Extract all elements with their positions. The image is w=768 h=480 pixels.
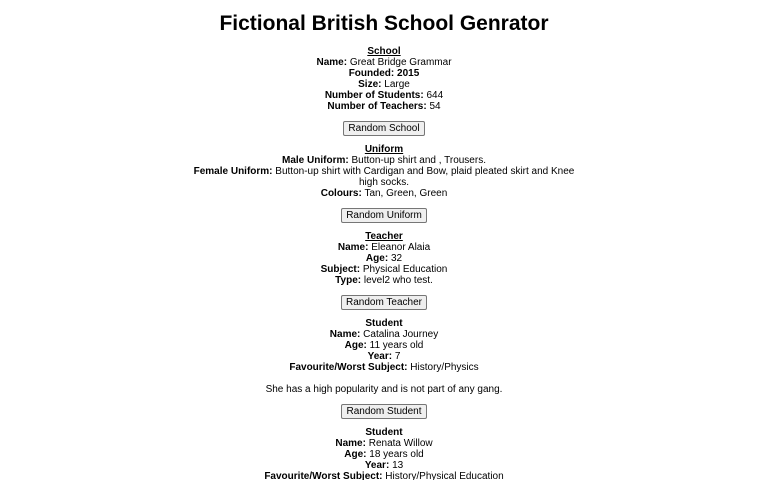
uniform-colours: Tan, Green, Green <box>364 188 448 199</box>
student-subject-2: History/Physical Education <box>385 471 504 480</box>
student-year-1: 7 <box>394 351 401 362</box>
student-subject-label-1: Favourite/Worst Subject: <box>289 362 408 373</box>
school-founded: 2015 <box>397 68 420 79</box>
uniform-section <box>184 144 584 199</box>
teacher-age-label: Age: <box>365 253 389 264</box>
student-year-2: 13 <box>392 460 404 471</box>
student-age-2: 18 years old <box>369 449 424 460</box>
student-subject-row-1 <box>184 362 584 373</box>
student-name-2: Renata Willow <box>368 438 433 449</box>
random-uniform-button[interactable]: Random Uniform <box>341 208 427 223</box>
student-name-label-2: Name: <box>335 438 366 449</box>
school-size: Large <box>384 79 410 90</box>
random-student-button[interactable]: Random Student <box>341 404 426 419</box>
school-students: 644 <box>426 90 444 101</box>
student-age-label-2: Age: <box>344 449 367 460</box>
student-age-row-1 <box>184 340 584 351</box>
teacher-type-label: Type: <box>335 275 362 286</box>
teacher-name-label: Name: <box>337 242 369 253</box>
student-section-2 <box>184 427 584 480</box>
school-size-row <box>184 79 584 90</box>
male-uniform-label: Male Uniform: <box>282 155 349 166</box>
teacher-title: Teacher <box>365 231 403 242</box>
female-uniform: Button-up shirt with Cardigan and Bow, plaid pleated skirt and Knee high socks. <box>275 166 575 188</box>
student-year-label-1: Year: <box>367 351 393 362</box>
school-teachers: 54 <box>429 101 441 112</box>
student-year-label-2: Year: <box>364 460 390 471</box>
student-section-1 <box>184 318 584 395</box>
student-button-wrap <box>0 395 768 427</box>
school-section <box>184 46 584 112</box>
teacher-button-wrap <box>0 286 768 318</box>
student-subject-label-2: Favourite/Worst Subject: <box>264 471 383 480</box>
page-title: Fictional British School Genrator <box>219 12 549 35</box>
uniform-colours-row <box>184 188 584 199</box>
school-teachers-label: Number of Teachers: <box>327 101 427 112</box>
teacher-name: Eleanor Alaia <box>371 242 431 253</box>
female-uniform-row <box>184 166 584 188</box>
random-teacher-button[interactable]: Random Teacher <box>341 295 427 310</box>
student-title-2: Student <box>365 427 403 438</box>
uniform-colours-label: Colours: <box>320 188 362 199</box>
student-name-1: Catalina Journey <box>363 329 439 340</box>
uniform-title: Uniform <box>364 144 404 155</box>
student-subject-row-2 <box>184 471 584 480</box>
school-students-row <box>184 90 584 101</box>
teacher-age: 32 <box>390 253 403 264</box>
teacher-name-row <box>184 242 584 253</box>
teacher-subject-label: Subject: <box>320 264 361 275</box>
student-name-row-1 <box>184 329 584 340</box>
teacher-section <box>184 231 584 286</box>
student-age-row-2 <box>184 449 584 460</box>
school-button-wrap <box>0 112 768 144</box>
student-subject-1: History/Physics <box>410 362 479 373</box>
school-students-label: Number of Students: <box>324 90 424 101</box>
female-uniform-label: Female Uniform: <box>193 166 273 177</box>
school-name: Great Bridge Grammar <box>349 57 452 68</box>
school-name-row <box>184 57 584 68</box>
random-school-button[interactable]: Random School <box>343 121 424 136</box>
student-name-row-2 <box>184 438 584 449</box>
uniform-button-wrap <box>0 199 768 231</box>
student-title-1: Student <box>365 318 403 329</box>
teacher-subject: Physical Education <box>362 264 448 275</box>
school-title: School <box>367 46 401 57</box>
student-year-row-1 <box>184 351 584 362</box>
teacher-subject-row <box>184 264 584 275</box>
male-uniform: Button-up shirt and , Trousers. <box>351 155 486 166</box>
student-popularity-1: She has a high popularity and is not part of any gang. <box>265 384 503 395</box>
teacher-age-row <box>184 253 584 264</box>
teacher-type: level2 who test. <box>363 275 433 286</box>
student-age-1: 11 years old <box>369 340 424 351</box>
teacher-type-row <box>184 275 584 286</box>
student-year-row-2 <box>184 460 584 471</box>
school-founded-label: Founded: <box>348 68 395 79</box>
school-name-label: Name: <box>316 57 348 68</box>
school-founded-row <box>184 68 584 79</box>
school-size-label: Size: <box>358 79 382 90</box>
student-name-label-1: Name: <box>329 329 361 340</box>
student-age-label-1: Age: <box>344 340 367 351</box>
male-uniform-row <box>184 155 584 166</box>
school-teachers-row <box>184 101 584 112</box>
